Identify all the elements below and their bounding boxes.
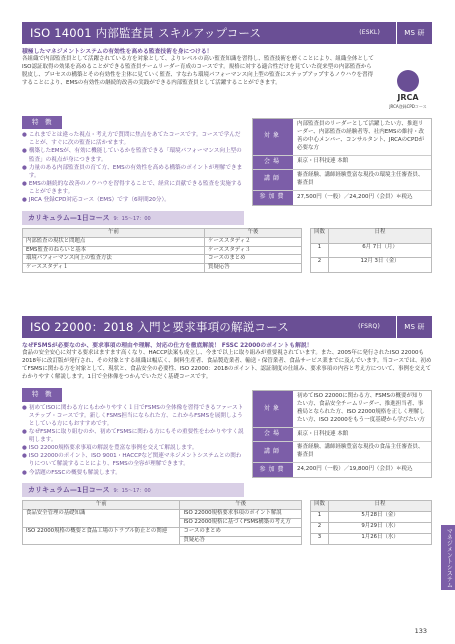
schedule-table: 回数 日程 1 5月28日（金） 2 9月29日（水） 3 1月26日（水） bbox=[310, 500, 432, 545]
curriculum-table: 午前 午後 内部監査の現状と問題点 ケーススタディ２ EMS監査のねらいと基本 ケーススタディ３ 環境パフォーマンス向上の監査方法 コースのまとめ ケーススタディ１ 質疑応答 bbox=[22, 228, 302, 273]
page-number: 133 bbox=[414, 626, 427, 635]
jrca-logo-icon bbox=[397, 70, 419, 92]
features-heading: 特 徴 bbox=[22, 116, 62, 129]
feature-item: ● これまでとは違った視点・考え方で質問に焦点をあてたコースです。コースで学んだことが、すぐに次の監査に活かせます。 bbox=[22, 132, 241, 147]
lead-text: なぜFSMSが必要なのか、要求事項の理由や理解、対応の仕方を徹底解説！ FSSC 22000のポイントも解説！ bbox=[22, 343, 313, 349]
side-tab: マネジメントシステム bbox=[441, 525, 455, 590]
jrca-logo: JRCA JRCA登録CPDコース bbox=[384, 56, 432, 109]
course-code: (FSRQ) bbox=[358, 322, 380, 330]
curriculum-table: 午前 午後 食品安全管理の基礎知識 ISO 22000規格要求事項のポイント解説 ISO 22000規格に基づくFSMS構築の考え方 ISO 22000規格の概要と食品工場のトラブル防止との関連 コースのまとめ 質疑応答 bbox=[22, 500, 302, 545]
course-title-bar bbox=[22, 22, 432, 44]
feature-item: ● 力量のある内部監査員の育て方、EMSの有効性を高める構築のポイントが理解できます。 bbox=[22, 164, 243, 179]
feature-item: ● JRCA 登録CPD対応コース（EMS）です（6時間20分）。 bbox=[22, 197, 170, 204]
curriculum-heading: カリキュラム—1日コース 9：15〜17：00 bbox=[22, 211, 244, 225]
feature-item: ● EMSの継続的な改善のノウハウを習得することで、経営に貢献できる監査を実施することができます。 bbox=[22, 180, 243, 195]
feature-item: ● 今話題のFSSCの概要も解説します。 bbox=[22, 469, 121, 476]
lead-text: 積極したマネジメントシステムの有効性を高める監査技術を身につける！ bbox=[22, 49, 213, 55]
curriculum-heading: カリキュラム—1日コース 9：15〜17：00 bbox=[22, 483, 244, 497]
course-title: ISO 14001 内部監査員 スキルアップコース bbox=[30, 25, 262, 40]
ms-label: MS 研 bbox=[396, 316, 432, 338]
schedule-table: 回数 日程 1 6月 7日（月） 2 12月 3日（金） bbox=[310, 228, 432, 273]
course-section-2 bbox=[22, 316, 432, 545]
intro-text: 食品の安全安心に対する要求はますます高くなり、HACCP法案も成立し、今まで以上に取り組みが重要視されています。また、2005年に発行されたISO 22000も2018年に改訂版が発行され、その対象とする組織は幅広く、飼料生産者、食品製造業者、輸送・保管業者、食品サービス業までに及んでいます。当コースでは、初めてFSMSに関わる方を対象として、現状と、食品安全の必要性、ISO 22000：2018のポイント、認証制度の仕組み、要求事項の内容と考え方について、事例を交えてわかりやすく解説します。1日で全体像をつかんでいただく基礎コースです。 bbox=[22, 350, 432, 381]
course-section-1 bbox=[22, 22, 432, 273]
features-heading: 特 徴 bbox=[22, 388, 62, 401]
course-title-bar bbox=[22, 316, 432, 338]
feature-item: ● なぜFSMSに取り組むのか、初めてFSMSに関わる方にもその重要性をわかりやすく説明します。 bbox=[22, 429, 244, 444]
intro-text: 各組織で内部監査員として活躍されている方を対象として、よりレベルの高い監査知識を習得し、監査技術を磨くことにより、組織全体としてISO認証取得の効果を高めることができる監査員チームリーダー育成のコースです。規格に対する適合性だけを見ていた従来型の内部監査から脱皮し、プロセスの構築とその有効性を主体に見ていく監査、すなわち環境パフォーマンス向上型の監査にステップアップするノウハウを習得することにより、EMSの有効性の継続的改善の実践ができる内部監査員として活躍することができます。 bbox=[22, 56, 374, 87]
course-title: ISO 22000：2018 入門と要求事項の解説コース bbox=[30, 319, 289, 334]
course-code: (ESKL) bbox=[359, 28, 380, 36]
course-info-table: 対象 初めてISO 22000に関わる方、FSMSの概要が知りたい方、食品安全チームリーダー、推進担当者、事務局となられた方、ISO 22000規格を正しく理解したい方、ISO 22000をもう一度基礎から学びたい方 会場 東京・日科技連 本館 講師 審査経験、講師経験豊富な現役の食品主任審査員、審査員 参加費 24,200円（一般）／19,800円（会員）＊税込 bbox=[252, 390, 432, 478]
course-info-table: 対象 内部監査員のリーダーとして活躍したい方、推進リーダー、内部監査の経験者等、社内EMSの維持・改善の中心メンバー、コンサルタント、JRCAのCPDが必要な方 会場 東京・日科技連 本館 講師 審査経験、講師経験豊富な現役の環境主任審査員、審査員 参加費 27,500円（一般）／24,200円（会員）＊税込 bbox=[252, 118, 432, 206]
ms-label: MS 研 bbox=[396, 22, 432, 44]
feature-item: ● 構築したEMSが、有効に機能しているかを監査できる「環境パフォーマンス向上型の監査」の視点が身につきます。 bbox=[22, 148, 242, 163]
feature-item: ● ISO 22000のポイント、ISO 9001・HACCPなど関連マネジメントシステムとの関わりについて解説することにより、FSMSの全容が理解できます。 bbox=[22, 453, 242, 468]
feature-item: ● ISO 22000規格要求事項の解説を豊富な事例を交えて解説します。 bbox=[22, 445, 198, 452]
feature-item: ● 初めてISOに関わる方にもわかりやすく１日でFSMSの全体像を習得できるファーストステップ・コースです。新しくFSMS担当になられた方、これからFSMSを展開しようとしている方にもおすすめです。 bbox=[22, 404, 244, 427]
